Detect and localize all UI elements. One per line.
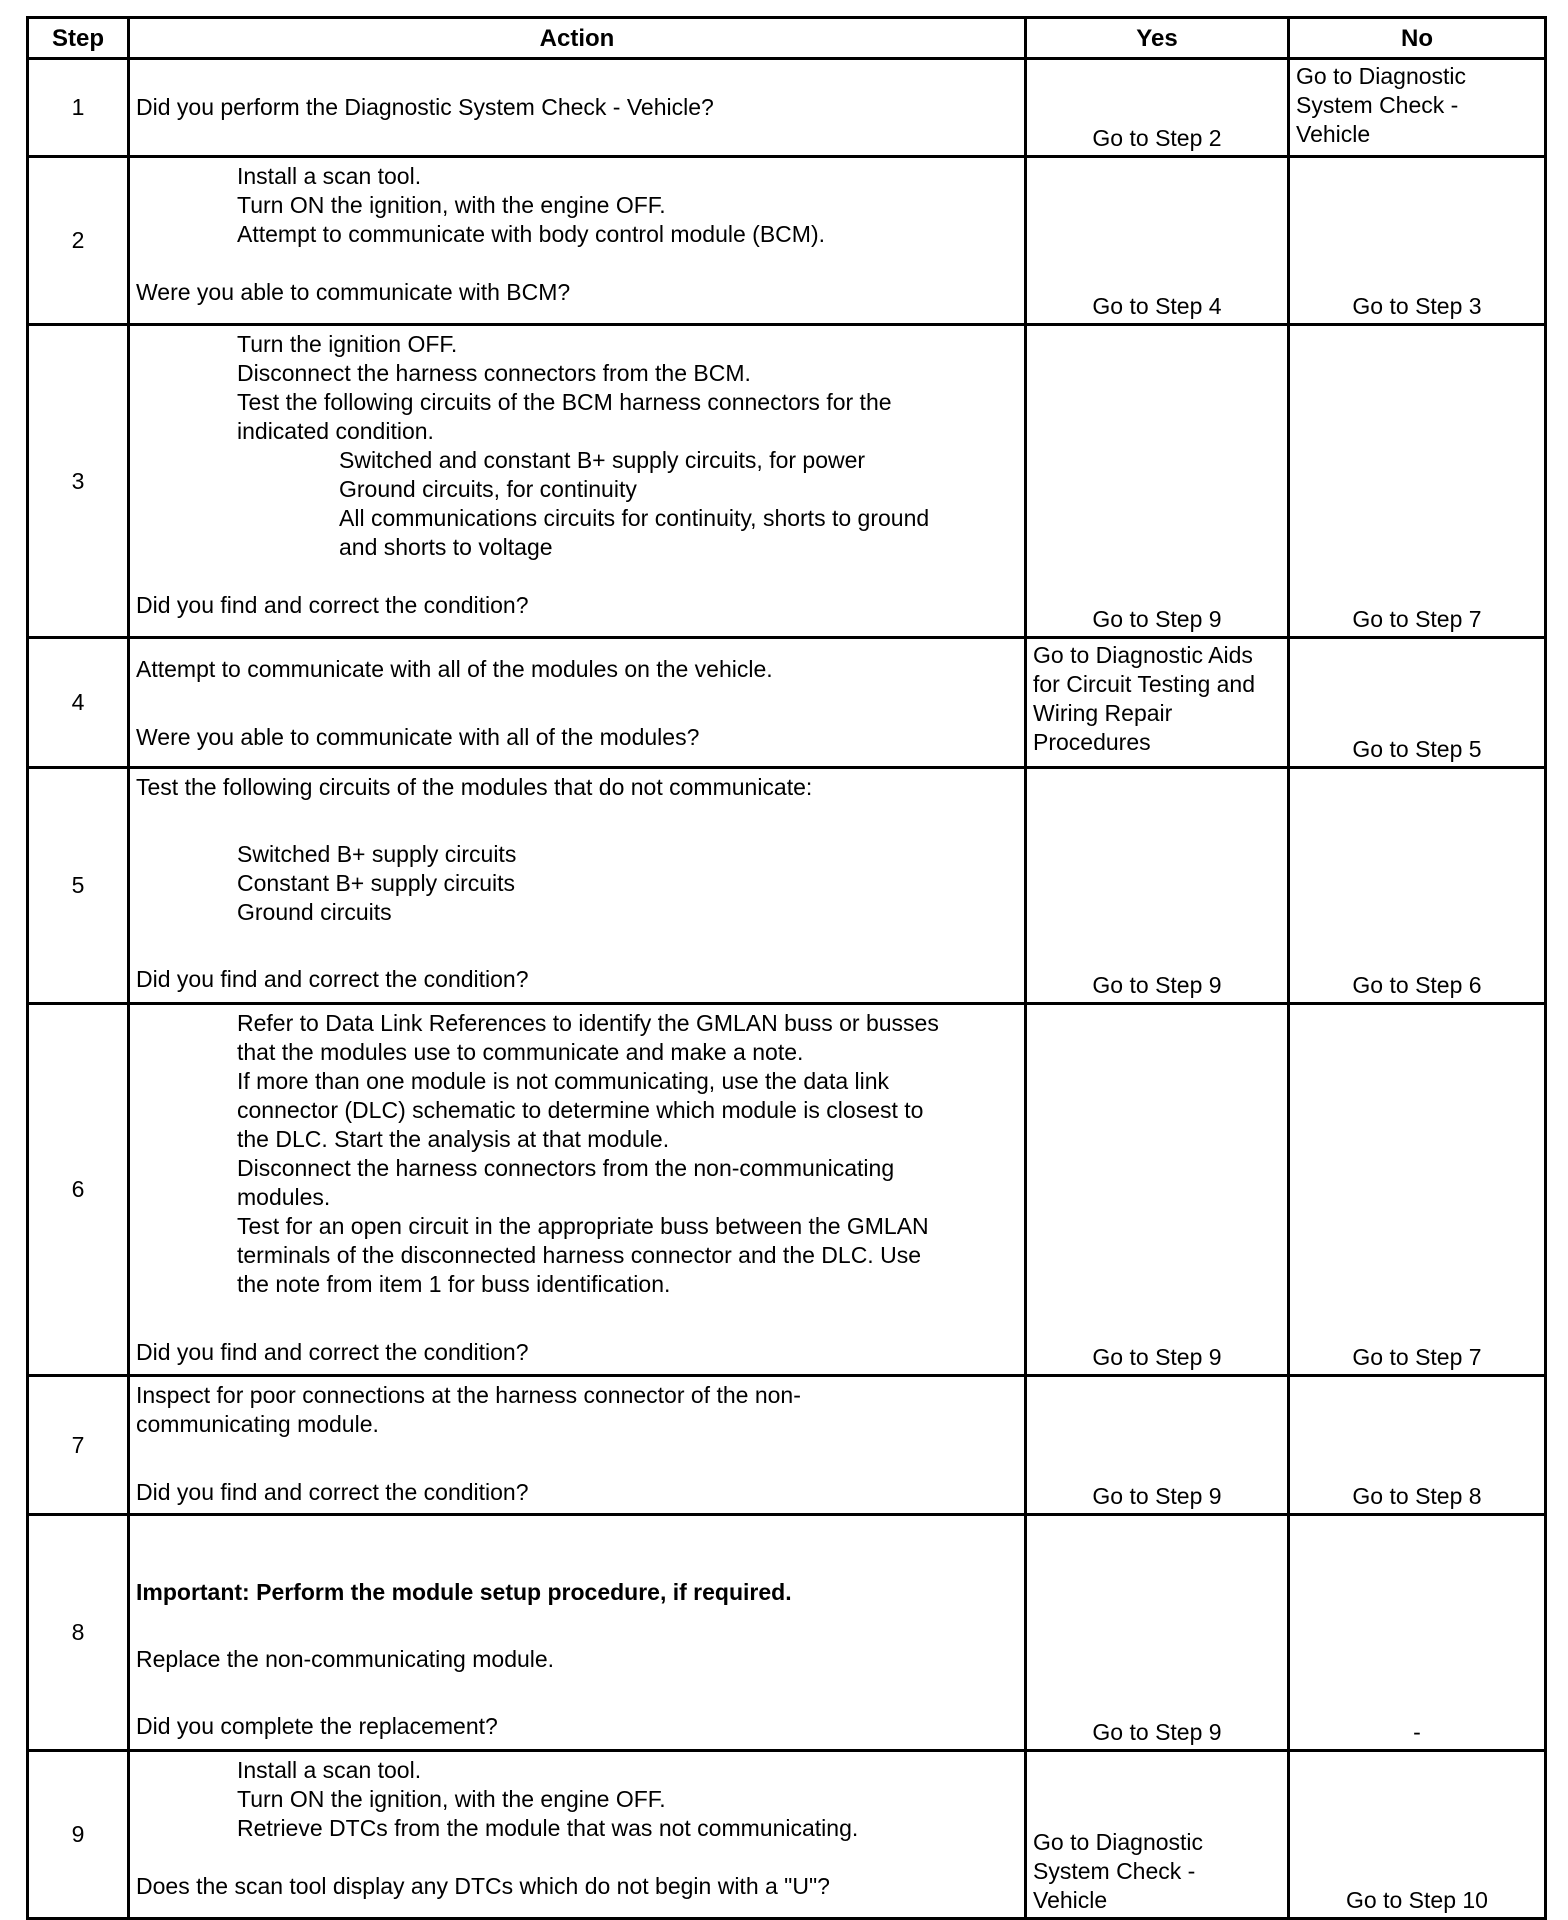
action-question: Did you find and correct the condition? xyxy=(136,592,529,618)
action-item: Test the following circuits of the BCM harness connectors for the xyxy=(237,389,892,415)
action-item: Turn ON the ignition, with the engine OFF. xyxy=(237,192,666,218)
step-number: 4 xyxy=(28,638,129,768)
action-item: communicating module. xyxy=(136,1411,379,1437)
action-item: the DLC. Start the analysis at that module. xyxy=(237,1126,670,1152)
yes-cell: Go to Step 9 xyxy=(1026,1515,1289,1751)
table-row xyxy=(28,1376,1546,1515)
action-question: Did you complete the replacement? xyxy=(136,1713,498,1739)
action-question: Did you find and correct the condition? xyxy=(136,1339,529,1365)
action-cell xyxy=(129,638,1026,768)
yes-cell: Go to Step 9 xyxy=(1026,1376,1289,1515)
no-cell: Go to Step 3 xyxy=(1289,157,1546,325)
yes-cell: Go to Step 4 xyxy=(1026,157,1289,325)
step-number: 9 xyxy=(28,1751,129,1919)
yes-cell: Go to Step 9 xyxy=(1026,768,1289,1004)
step-number: 7 xyxy=(28,1376,129,1515)
table-row xyxy=(28,325,1546,638)
yes-line: System Check - xyxy=(1033,1858,1196,1884)
step-number: 2 xyxy=(28,157,129,325)
action-item: Retrieve DTCs from the module that was not communicating. xyxy=(237,1815,859,1841)
header-action: Action xyxy=(129,18,1026,59)
no-cell: Go to Step 7 xyxy=(1289,1004,1546,1376)
no-line: Go to Diagnostic xyxy=(1296,63,1467,89)
header-no: No xyxy=(1289,18,1546,59)
action-question: Did you find and correct the condition? xyxy=(136,1479,529,1505)
step-number: 1 xyxy=(28,59,129,157)
yes-cell xyxy=(1026,638,1289,768)
yes-cell xyxy=(1026,1751,1289,1919)
header-row xyxy=(28,18,1546,59)
no-cell: - xyxy=(1289,1515,1546,1751)
yes-line: Vehicle xyxy=(1033,1887,1108,1913)
step-number: 5 xyxy=(28,768,129,1004)
no-line: System Check - xyxy=(1296,92,1459,118)
table-row xyxy=(28,1751,1546,1919)
table-row xyxy=(28,1004,1546,1376)
action-item: Attempt to communicate with all of the modules on the vehicle. xyxy=(136,656,773,682)
table-row xyxy=(28,157,1546,325)
no-cell: Go to Step 10 xyxy=(1289,1751,1546,1919)
action-item: Test for an open circuit in the appropriate buss between the GMLAN xyxy=(237,1213,929,1239)
action-item: connector (DLC) schematic to determine which module is closest to xyxy=(237,1097,924,1123)
action-item: Install a scan tool. xyxy=(237,163,422,189)
important-note: Important: Perform the module setup procedure, if required. xyxy=(136,1579,792,1605)
action-item: Attempt to communicate with body control module (BCM). xyxy=(237,221,826,247)
action-subitem: Switched and constant B+ supply circuits, for power xyxy=(339,447,866,473)
action-item: Install a scan tool. xyxy=(237,1757,422,1783)
action-subitem: All communications circuits for continuity, shorts to ground xyxy=(339,505,930,531)
action-item: If more than one module is not communicating, use the data link xyxy=(237,1068,890,1094)
table-row xyxy=(28,59,1546,157)
header-step: Step xyxy=(28,18,129,59)
action-item: terminals of the disconnected harness connector and the DLC. Use xyxy=(237,1242,921,1268)
action-question: Were you able to communicate with BCM? xyxy=(136,279,571,305)
table-row xyxy=(28,638,1546,768)
action-item: Turn ON the ignition, with the engine OFF. xyxy=(237,1786,666,1812)
yes-line: Go to Diagnostic Aids xyxy=(1033,642,1253,668)
action-item: Disconnect the harness connectors from the non-communicating xyxy=(237,1155,895,1181)
action-cell xyxy=(129,1751,1026,1919)
action-item: that the modules use to communicate and make a note. xyxy=(237,1039,804,1065)
action-item: indicated condition. xyxy=(237,418,434,444)
action-cell xyxy=(129,157,1026,325)
action-question: Did you find and correct the condition? xyxy=(136,966,529,992)
action-cell xyxy=(129,59,1026,157)
no-cell: Go to Step 6 xyxy=(1289,768,1546,1004)
step-number: 3 xyxy=(28,325,129,638)
yes-line: Procedures xyxy=(1033,729,1151,755)
action-cell xyxy=(129,1515,1026,1751)
no-cell: Go to Step 7 xyxy=(1289,325,1546,638)
action-cell xyxy=(129,768,1026,1004)
yes-cell: Go to Step 2 xyxy=(1026,59,1289,157)
action-question: Were you able to communicate with all of the modules? xyxy=(136,724,700,750)
action-subitem: Switched B+ supply circuits xyxy=(237,841,517,867)
action-cell xyxy=(129,325,1026,638)
action-item: Inspect for poor connections at the harness connector of the non- xyxy=(136,1382,801,1408)
action-cell xyxy=(129,1004,1026,1376)
yes-cell: Go to Step 9 xyxy=(1026,1004,1289,1376)
yes-cell: Go to Step 9 xyxy=(1026,325,1289,638)
no-cell: Go to Step 8 xyxy=(1289,1376,1546,1515)
action-item: modules. xyxy=(237,1184,331,1210)
yes-line: Wiring Repair xyxy=(1033,700,1173,726)
yes-line: for Circuit Testing and xyxy=(1033,671,1256,697)
action-item: Replace the non-communicating module. xyxy=(136,1646,555,1672)
action-question: Did you perform the Diagnostic System Check - Vehicle? xyxy=(136,94,714,120)
action-item: the note from item 1 for buss identification. xyxy=(237,1271,671,1297)
action-item: Disconnect the harness connectors from the BCM. xyxy=(237,360,751,386)
action-question: Does the scan tool display any DTCs which do not begin with a "U"? xyxy=(136,1873,830,1899)
no-line: Vehicle xyxy=(1296,121,1371,147)
diagnostic-table xyxy=(26,16,1547,1920)
step-number: 6 xyxy=(28,1004,129,1376)
action-subitem: and shorts to voltage xyxy=(339,534,553,560)
action-item: Turn the ignition OFF. xyxy=(237,331,458,357)
table-row xyxy=(28,1515,1546,1751)
step-number: 8 xyxy=(28,1515,129,1751)
action-subitem: Ground circuits, for continuity xyxy=(339,476,637,502)
action-item: Test the following circuits of the modules that do not communicate: xyxy=(136,774,813,800)
no-cell xyxy=(1289,59,1546,157)
no-cell: Go to Step 5 xyxy=(1289,638,1546,768)
action-item: Refer to Data Link References to identify the GMLAN buss or busses xyxy=(237,1010,939,1036)
table-row xyxy=(28,768,1546,1004)
action-cell xyxy=(129,1376,1026,1515)
action-subitem: Ground circuits xyxy=(237,899,392,925)
action-subitem: Constant B+ supply circuits xyxy=(237,870,516,896)
header-yes: Yes xyxy=(1026,18,1289,59)
yes-line: Go to Diagnostic xyxy=(1033,1829,1204,1855)
